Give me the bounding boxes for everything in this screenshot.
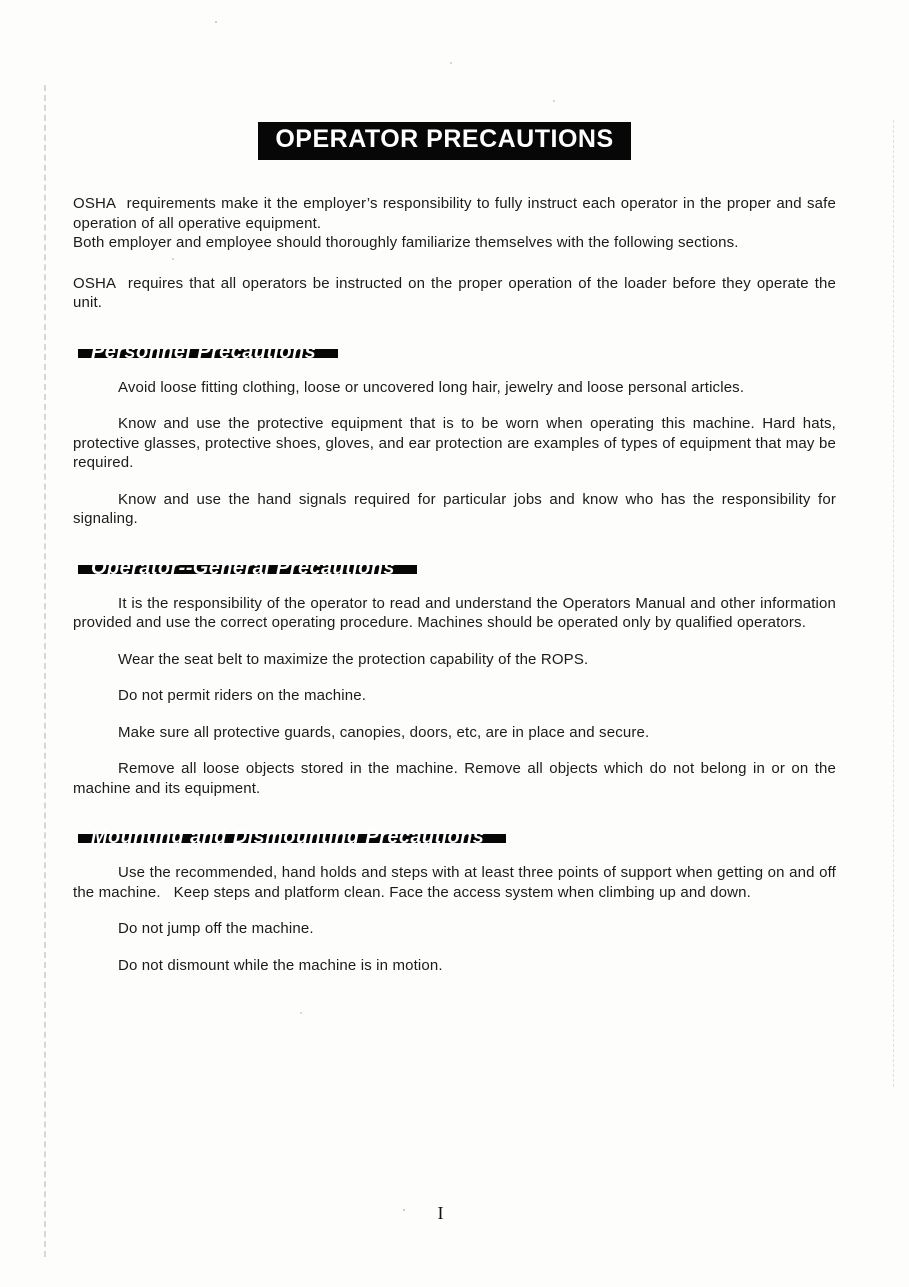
body-paragraph: Use the recommended, hand holds and steps with at least three points of support when getting on and off the machine. Keep steps and platform clean. Face the access system when climbing up and down. [73,864,836,901]
intro-paragraph: OSHA requires that all operators be instructed on the proper operation of the loader before they operate the unit. [73,274,836,311]
intro-paragraph: OSHA requirements make it the employer’s responsibility to fully instruct each operator in the proper and safe operation of all operative equipment. [73,195,836,232]
intro-paragraph: Both employer and employee should thoroughly familiarize themselves with the following sections. [73,234,739,251]
body-paragraph: Know and use the hand signals required for particular jobs and know who has the responsibility for signaling. [73,490,836,527]
body-paragraph: Do not permit riders on the machine. [118,687,367,704]
section-heading-row [73,529,836,577]
body-paragraph: Make sure all protective guards, canopies, doors, etc, are in place and secure. [118,723,650,741]
body-paragraph: Remove all loose objects stored in the machine. Remove all objects which do not belong in or on the machine and its equipment. [73,760,836,797]
scan-artifact-specks [0,0,2,2]
body-paragraph: Know and use the protective equipment that is to be worn when operating this machine. Hard hats, protective glasses, protective shoes, gloves, and ear protection are examples of types of equipment that may be required. [73,415,836,471]
section-heading-mounting-dismounting-precautions: Mounting and Dismounting Precautions [78,834,506,843]
title-banner-row [73,122,836,160]
page-title: OPERATOR PRECAUTIONS [258,122,630,160]
section-heading-operator-general-precautions: Operator--General Precautions [78,565,417,574]
page-number: I [437,1203,444,1223]
body-paragraph: Do not jump off the machine. [118,920,314,937]
section-heading-personnel-precautions: Personnel Precautions [78,349,338,358]
section-heading-row [73,798,836,846]
body-paragraph: It is the responsibility of the operator to read and understand the Operators Manual and other information provided and use the correct operating procedure. Machines should be operated only by qualified operators. [73,594,836,631]
body-paragraph: Do not dismount while the machine is in motion. [118,956,443,974]
scan-artifact-right-margin-line [893,120,894,1087]
body-paragraph: Avoid loose fitting clothing, loose or uncovered long hair, jewelry and loose personal articles. [118,378,745,396]
scan-artifact-left-margin-line [44,85,46,1257]
section-heading-row [73,313,836,361]
body-paragraph: Wear the seat belt to maximize the protection capability of the ROPS. [118,650,589,668]
